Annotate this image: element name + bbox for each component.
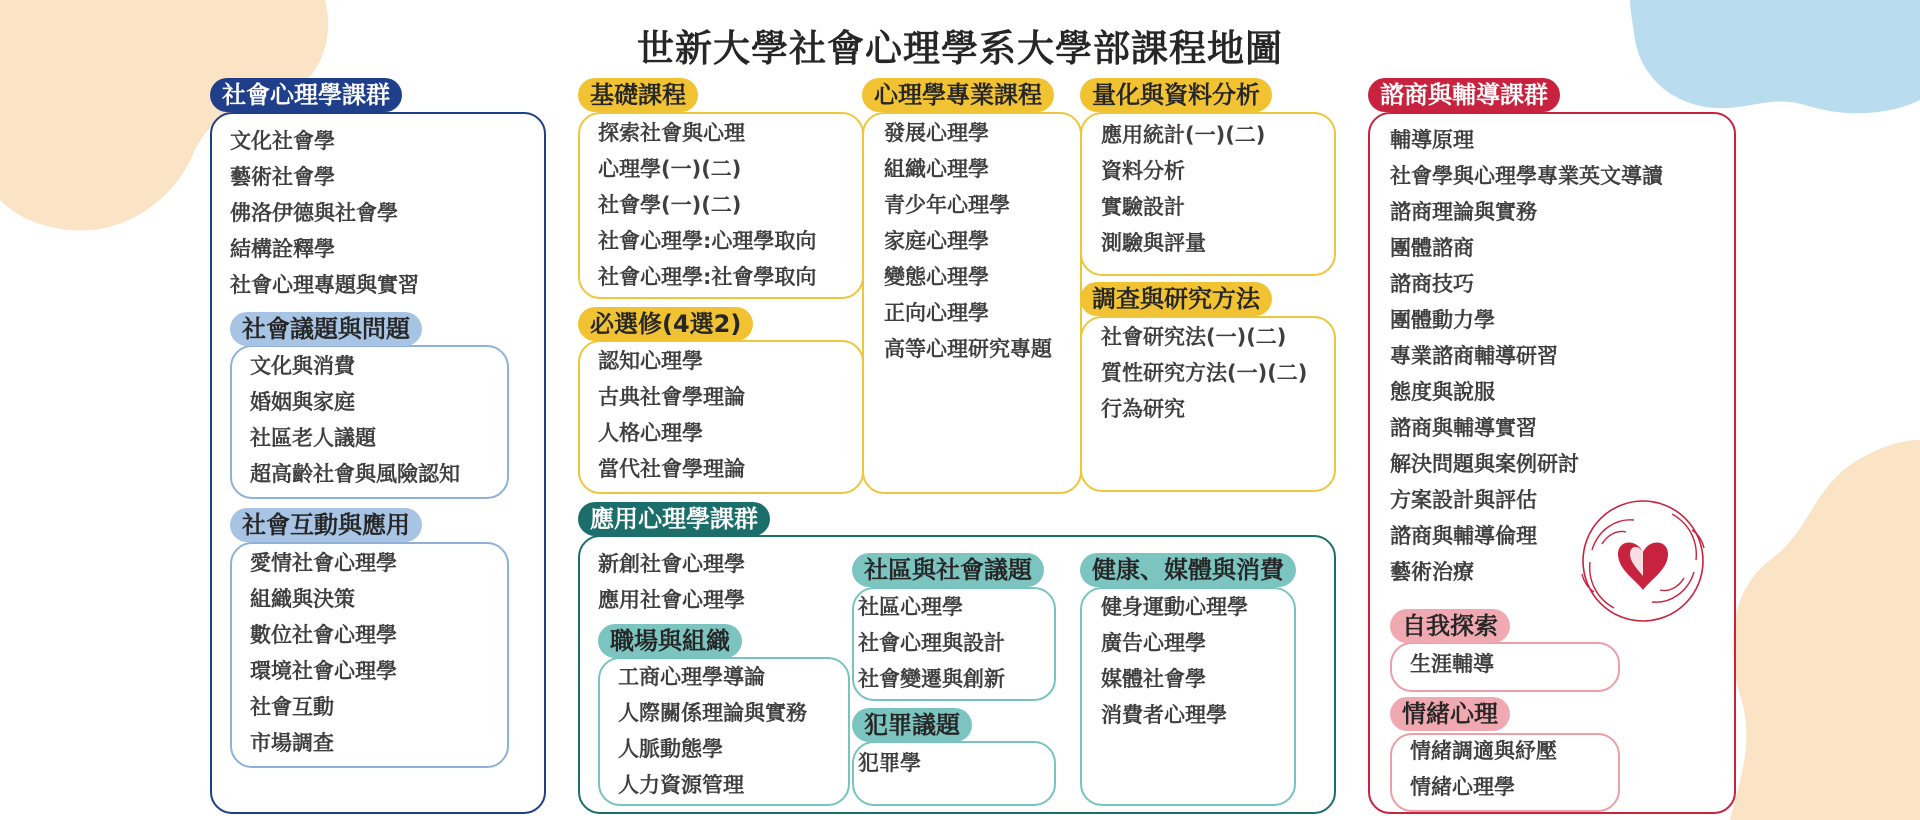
- course-item: 青少年心理學: [884, 193, 1010, 217]
- course-item: 古典社會學理論: [598, 385, 745, 409]
- course-item: 社會學與心理學專業英文導讀: [1390, 164, 1663, 188]
- course-item: 情緒調適與紓壓: [1410, 739, 1557, 763]
- course-item: 工商心理學導論: [618, 665, 765, 689]
- course-item: 社會心理與設計: [858, 631, 1005, 655]
- course-item: 態度與說服: [1390, 380, 1495, 404]
- counseling-course-list: [1390, 122, 1663, 590]
- page-title: 世新大學社會心理學系大學部課程地圖: [637, 27, 1283, 70]
- course-item: 文化社會學: [230, 129, 335, 153]
- course-item: 藝術社會學: [230, 165, 335, 189]
- course-item: 環境社會心理學: [250, 659, 397, 683]
- course-item: 家庭心理學: [884, 229, 989, 253]
- social-issues-course-list: [250, 348, 460, 492]
- crime-course-list: [858, 745, 921, 781]
- self-exploration-course-list: [1410, 646, 1494, 682]
- course-item: 諮商與輔導實習: [1390, 416, 1537, 440]
- course-item: 人力資源管理: [618, 773, 744, 797]
- course-item: 輔導原理: [1390, 128, 1474, 152]
- course-item: 健身運動心理學: [1101, 595, 1248, 619]
- course-item: 社會學(一)(二): [598, 193, 742, 217]
- basic-courses-label: 基礎課程: [578, 78, 698, 112]
- course-item: 社區心理學: [858, 595, 963, 619]
- professional-course-list: [884, 115, 1052, 367]
- course-item: 社會心理學:心理學取向: [598, 229, 817, 253]
- workplace-label: 職場與組織: [598, 624, 742, 658]
- required-elective-course-list: [598, 343, 745, 487]
- course-item: 社會研究法(一)(二): [1101, 325, 1287, 349]
- course-item: 媒體社會學: [1101, 667, 1206, 691]
- course-item: 團體諮商: [1390, 236, 1474, 260]
- course-item: 測驗與評量: [1101, 231, 1206, 255]
- social-interaction-label: 社會互動與應用: [230, 508, 422, 542]
- community-course-list: [858, 589, 1005, 697]
- survey-methods-course-list: [1101, 319, 1307, 427]
- social-issues-label: 社會議題與問題: [230, 312, 422, 346]
- course-item: 情緒心理學: [1410, 775, 1515, 799]
- course-item: 質性研究方法(一)(二): [1101, 361, 1308, 385]
- basic-course-list: [598, 115, 816, 295]
- social-interaction-course-list: [250, 545, 397, 761]
- quant-analysis-label: 量化與資料分析: [1080, 78, 1272, 112]
- course-item: 組織與決策: [250, 587, 355, 611]
- course-item: 方案設計與評估: [1390, 488, 1537, 512]
- course-item: 市場調查: [250, 731, 334, 755]
- course-item: 當代社會學理論: [598, 457, 745, 481]
- self-exploration-label: 自我探索: [1390, 609, 1510, 643]
- course-item: 數位社會心理學: [250, 623, 397, 647]
- course-item: 發展心理學: [884, 121, 989, 145]
- course-item: 資料分析: [1101, 159, 1185, 183]
- course-item: 犯罪學: [858, 751, 921, 775]
- course-item: 行為研究: [1101, 397, 1185, 421]
- course-item: 社區老人議題: [250, 426, 376, 450]
- course-item: 藝術治療: [1390, 560, 1474, 584]
- course-item: 超高齡社會與風險認知: [250, 462, 460, 486]
- course-item: 人際關係理論與實務: [618, 701, 807, 725]
- course-item: 社會互動: [250, 695, 334, 719]
- course-item: 社會心理專題與實習: [230, 273, 419, 297]
- community-label: 社區與社會議題: [852, 553, 1044, 587]
- course-item: 心理學(一)(二): [598, 157, 742, 181]
- course-item: 新創社會心理學: [598, 552, 745, 576]
- social-psychology-course-list: [230, 123, 419, 303]
- course-item: 社會變遷與創新: [858, 667, 1005, 691]
- course-item: 社會心理學:社會學取向: [598, 265, 817, 289]
- course-item: 生涯輔導: [1410, 652, 1494, 676]
- course-item: 結構詮釋學: [230, 237, 335, 261]
- survey-methods-label: 調查與研究方法: [1080, 282, 1272, 316]
- course-item: 諮商技巧: [1390, 272, 1474, 296]
- course-item: 愛情社會心理學: [250, 551, 397, 575]
- course-item: 應用統計(一)(二): [1101, 123, 1266, 147]
- course-item: 文化與消費: [250, 354, 355, 378]
- course-item: 正向心理學: [884, 301, 989, 325]
- workplace-course-list: [618, 659, 807, 803]
- course-item: 組織心理學: [884, 157, 989, 181]
- quant-analysis-course-list: [1101, 117, 1265, 261]
- required-elective-label: 必選修(4選2): [578, 307, 753, 341]
- course-item: 應用社會心理學: [598, 588, 745, 612]
- course-item: 婚姻與家庭: [250, 390, 355, 414]
- course-item: 消費者心理學: [1101, 703, 1227, 727]
- health-media-course-list: [1101, 589, 1248, 733]
- health-media-label: 健康、媒體與消費: [1080, 553, 1296, 587]
- professional-courses-label: 心理學專業課程: [862, 78, 1054, 112]
- course-item: 變態心理學: [884, 265, 989, 289]
- course-item: 認知心理學: [598, 349, 703, 373]
- counseling-cluster-label: 諮商與輔導課群: [1368, 78, 1560, 112]
- applied-psychology-course-list: [598, 546, 745, 618]
- course-item: 諮商理論與實務: [1390, 200, 1537, 224]
- course-item: 探索社會與心理: [598, 121, 745, 145]
- course-item: 佛洛伊德與社會學: [230, 201, 398, 225]
- crime-label: 犯罪議題: [852, 708, 972, 742]
- emotion-psychology-label: 情緒心理: [1390, 697, 1510, 731]
- course-item: 解決問題與案例研討: [1390, 452, 1579, 476]
- emotion-psychology-course-list: [1410, 733, 1557, 805]
- social-psychology-cluster-label: 社會心理學課群: [210, 78, 402, 112]
- course-item: 廣告心理學: [1101, 631, 1206, 655]
- course-item: 諮商與輔導倫理: [1390, 524, 1537, 548]
- applied-psychology-cluster-label: 應用心理學課群: [578, 502, 770, 536]
- course-item: 團體動力學: [1390, 308, 1495, 332]
- course-item: 專業諮商輔導研習: [1390, 344, 1558, 368]
- course-item: 高等心理研究專題: [884, 337, 1052, 361]
- course-item: 實驗設計: [1101, 195, 1185, 219]
- course-item: 人脈動態學: [618, 737, 723, 761]
- course-item: 人格心理學: [598, 421, 703, 445]
